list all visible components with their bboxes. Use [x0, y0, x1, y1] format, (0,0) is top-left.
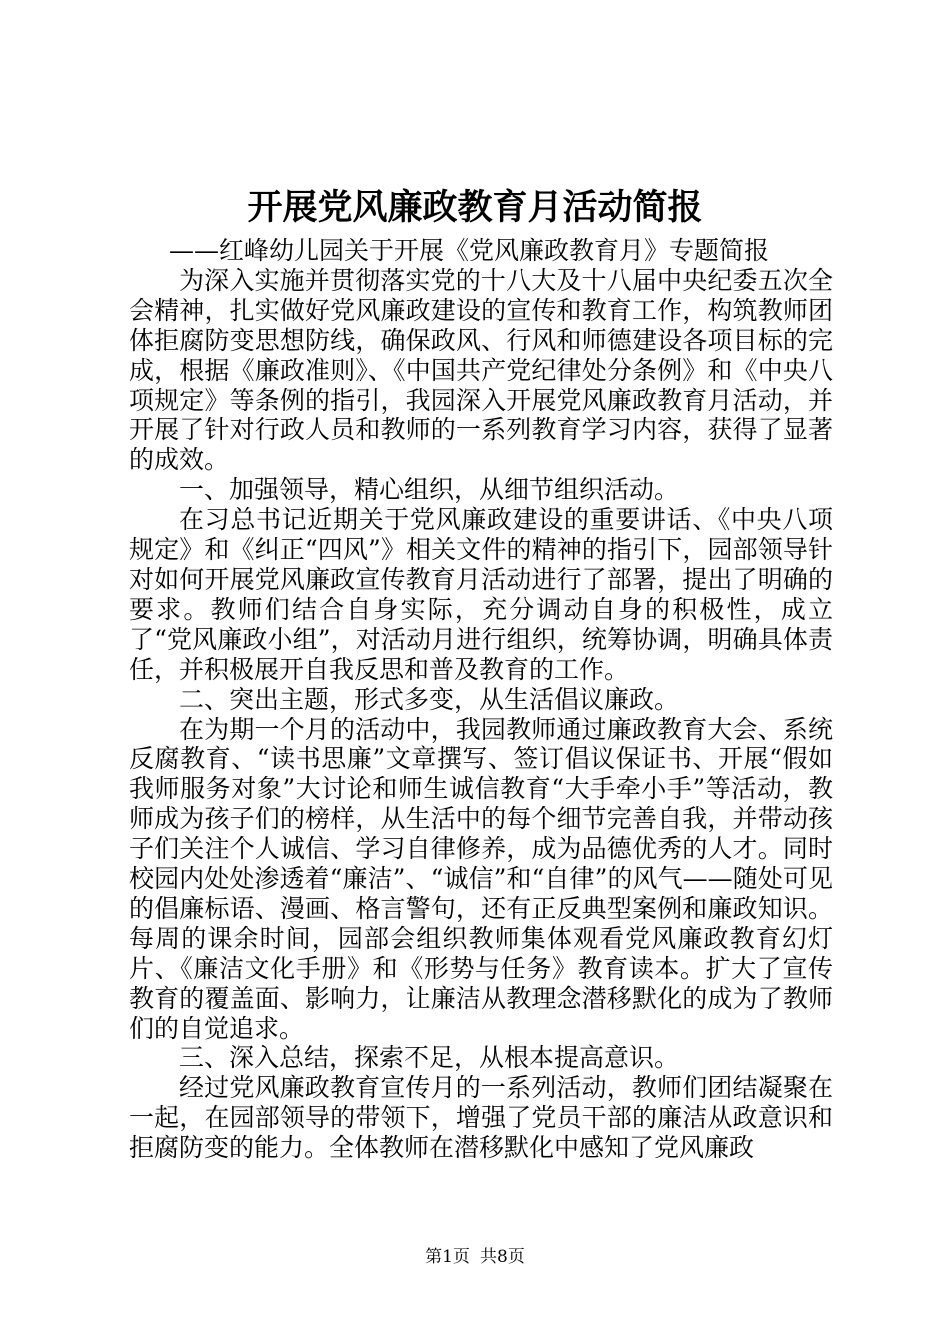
paragraph-section-1: 在习总书记近期关于党风廉政建设的重要讲话、《中央八项规定》和《纠正“四风”》相关文件的精神的指引下，园部领导针对如何开展党风廉政宣传教育月活动进行了部署，提出了明确的要求。教师们结合自身实际，充分调动自身的积极性，成立了“党风廉政小组”，对活动月进行组织，统筹协调，明确具体责任，并积极展开自我反思和普及教育的工作。 — [129, 505, 833, 684]
document-body — [129, 236, 833, 1163]
page-total: 共8页 — [480, 1247, 525, 1267]
paragraph-intro: 为深入实施并贯彻落实党的十八大及十八届中央纪委五次全会精神，扎实做好党风廉政建设的宣传和教育工作，构筑教师团体拒腐防变思想防线，确保政风、行风和师德建设各项目标的完成，根据《廉政准则》、《中国共产党纪律处分条例》和《中央八项规定》等条例的指引，我园深入开展党风廉政教育月活动，并开展了针对行政人员和教师的一系列教育学习内容，获得了显著的成效。 — [129, 265, 833, 475]
page-number: 第1页 — [425, 1247, 470, 1267]
paragraph-section-2: 在为期一个月的活动中，我园教师通过廉政教育大会、系统反腐教育、“读书思廉”文章撰写、签订倡议保证书、开展“假如我师服务对象”大讨论和师生诚信教育“大手牵小手”等活动，教师成为孩子们的榜样，从生活中的每个细节完善自我，并带动孩子们关注个人诚信、学习自律修养，成为品德优秀的人才。同时校园内处处渗透着“廉洁”、“诚信”和“自律”的风气——随处可见的倡廉标语、漫画、格言警句，还有正反典型案例和廉政知识。每周的课余时间，园部会组织教师集体观看党风廉政教育幻灯片、《廉洁文化手册》和《形势与任务》教育读本。扩大了宣传教育的覆盖面、影响力，让廉洁从教理念潜移默化的成为了教师们的自觉追求。 — [129, 714, 833, 1043]
document-subtitle: ——红峰幼儿园关于开展《党风廉政教育月》专题简报 — [169, 236, 770, 265]
section-heading-3: 三、深入总结，探索不足，从根本提高意识。 — [179, 1043, 680, 1073]
document-title: 开展党风廉政教育月活动简报 — [247, 187, 703, 228]
paragraph-section-3: 经过党风廉政教育宣传月的一系列活动，教师们团结凝聚在一起，在园部领导的带领下，增强了党员干部的廉洁从政意识和拒腐防变的能力。全体教师在潜移默化中感知了党风廉政 — [129, 1073, 833, 1163]
section-heading-1: 一、加强领导，精心组织，从细节组织活动。 — [179, 475, 680, 505]
page-footer — [0, 1246, 950, 1268]
section-heading-2: 二、突出主题，形式多变，从生活倡议廉政。 — [179, 684, 680, 714]
